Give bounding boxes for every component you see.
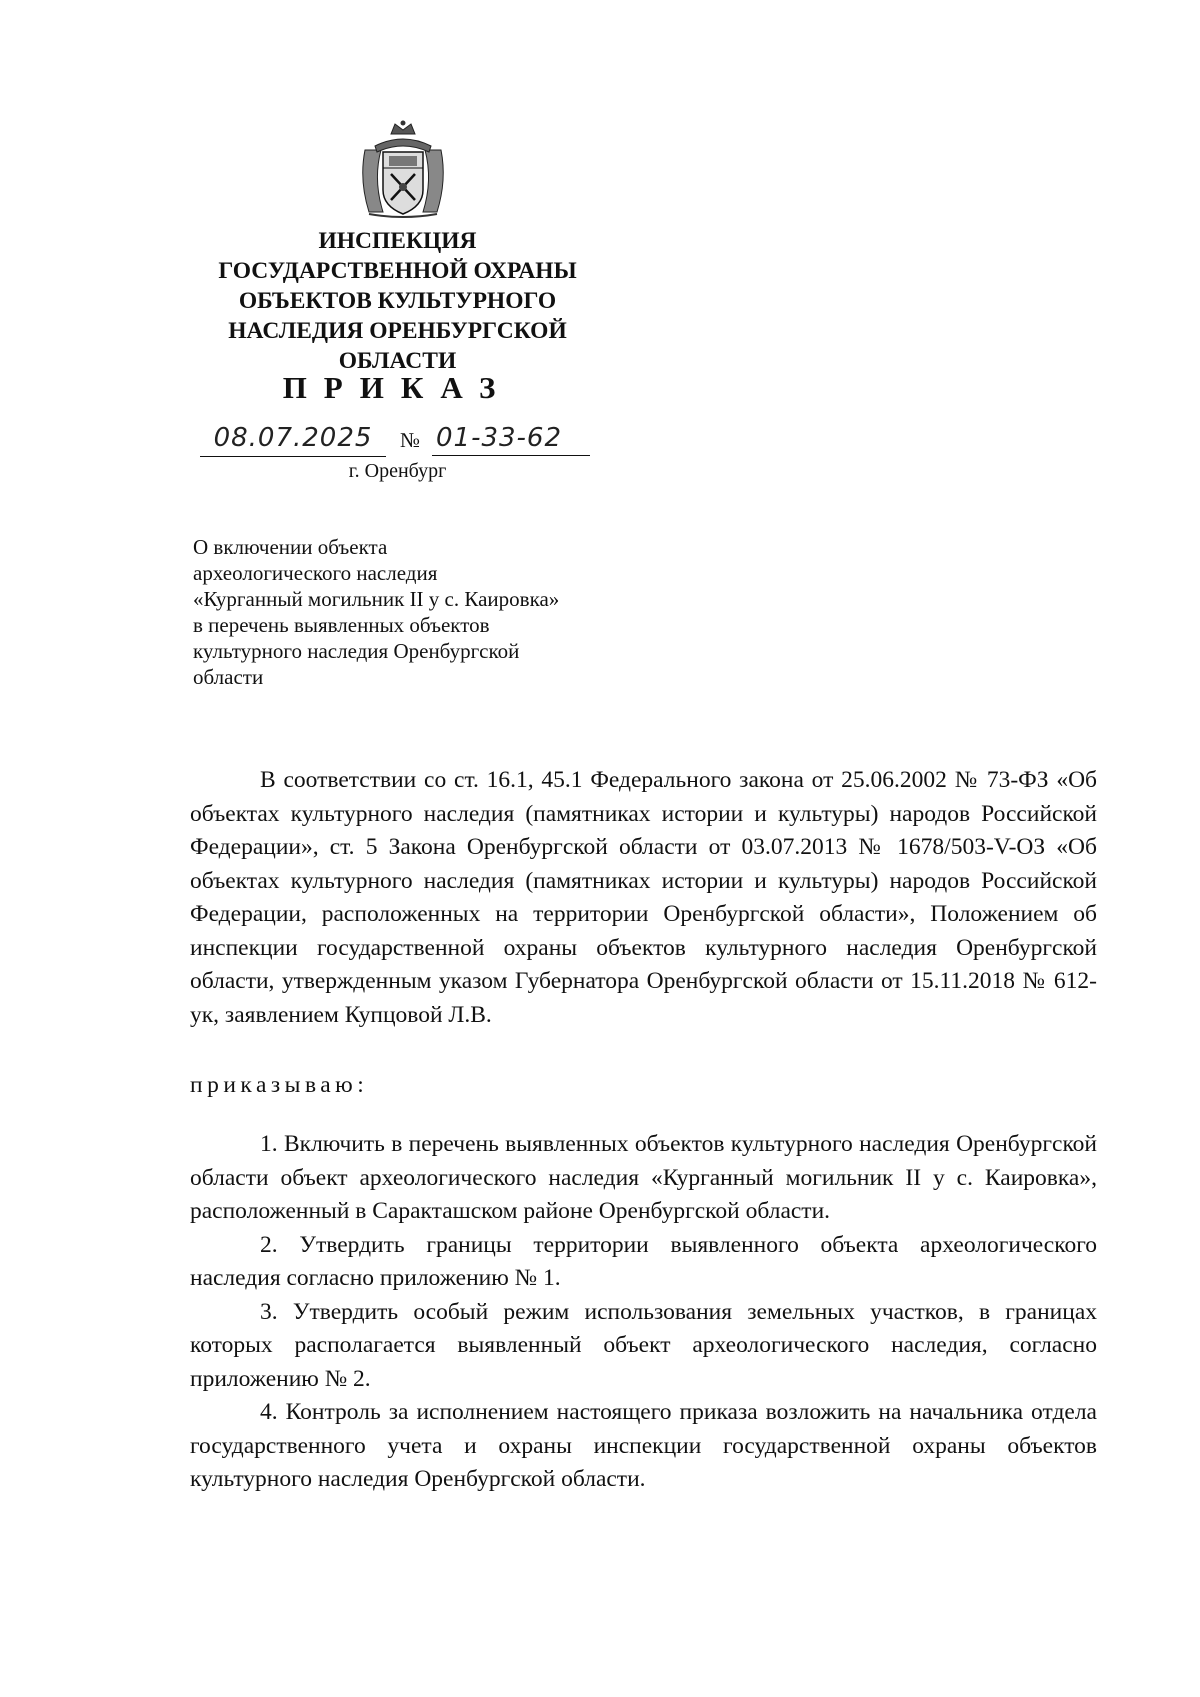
subject-line: археологического наследия <box>193 561 438 585</box>
org-line: НАСЛЕДИЯ ОРЕНБУРГСКОЙ <box>228 318 567 344</box>
order-subject <box>193 534 623 690</box>
subject-line: О включении объекта <box>193 535 388 559</box>
document-type-title: ПРИКАЗ <box>282 370 513 405</box>
preamble-section <box>190 764 1097 1032</box>
order-item: 4. Контроль за исполнением настоящего приказа возложить на начальника отдела государственного учета и охраны инспекции государственной охраны объектов культурного наследия Оренбургской области. <box>190 1399 1097 1492</box>
org-line: ОБЪЕКТОВ КУЛЬТУРНОГО <box>238 288 557 314</box>
issue-city: г. Оренбург <box>348 460 447 482</box>
order-verb: приказываю: <box>190 1072 369 1098</box>
coat-of-arms-icon <box>355 120 451 220</box>
subject-line: культурного наследия Оренбургской <box>193 639 520 663</box>
organization-name <box>200 226 595 376</box>
order-item: 2. Утвердить границы территории выявленного объекта археологического наследия согласно приложению № 1. <box>190 1231 1097 1291</box>
order-date: 08.07.2025 <box>200 420 386 457</box>
order-item: 1. Включить в перечень выявленных объектов культурного наследия Оренбургской области объект археологического наследия «Курганный могильник II у с. Каировка», расположенный в Саракташском районе Оренбургской области. <box>190 1131 1097 1224</box>
order-number: 01-33-62 <box>432 420 590 456</box>
subject-line: «Курганный могильник II у с. Каировка» <box>193 587 560 611</box>
preamble-text: В соответствии со ст. 16.1, 45.1 Федерального закона от 25.06.2002 № 73-ФЗ «Об объектах культурного наследия (памятниках истории и культуры) народов Российской Федерации», ст. 5 Закона Оренбургской области от 03.07.2013 № 1678/503-V-ОЗ «Об объектах культурного наследия (памятниках истории и культуры) народов Российской Федерации, расположенных на территории Оренбургской области», Положением об инспекции государственной охраны объектов культурного наследия Оренбургской области, утвержденным указом Губернатора Оренбургской области от 15.11.2018 № 612-ук, заявлением Купцовой Л.В. <box>190 767 1097 1028</box>
number-sign: № <box>400 428 421 452</box>
subject-line: области <box>193 665 264 689</box>
org-line: ГОСУДАРСТВЕННОЙ ОХРАНЫ <box>218 258 577 284</box>
org-line: ИНСПЕКЦИЯ <box>318 228 477 254</box>
order-items <box>190 1128 1097 1497</box>
subject-line: в перечень выявленных объектов <box>193 613 490 637</box>
order-item: 3. Утвердить особый режим использования земельных участков, в границах которых располагается выявленный объект археологического наследия, согласно приложению № 2. <box>190 1298 1097 1392</box>
org-line: ОБЛАСТИ <box>338 348 457 374</box>
